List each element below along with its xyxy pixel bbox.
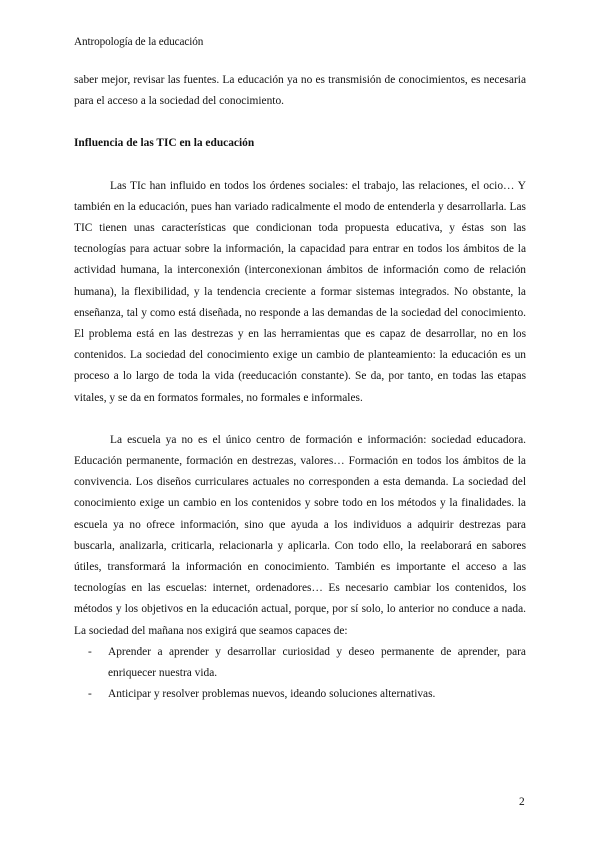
bullet-list [74, 642, 526, 706]
list-item-text: Aprender a aprender y desarrollar curiosidad y deseo permanente de aprender, para enriquecer nuestra vida. [108, 645, 526, 680]
section-heading: Influencia de las TIC en la educación [74, 137, 255, 150]
intro-paragraph: saber mejor, revisar las fuentes. La educación ya no es transmisión de conocimientos, es necesaria para el acceso a la sociedad del conocimiento. [74, 74, 526, 108]
body-paragraph-1: Las TIc han influido en todos los órdenes sociales: el trabajo, las relaciones, el ocio… Y también en la educación, pues han variado radicalmente el modo de entenderla y desarrollarla. Las TIC tienen unas características que condicionan toda propuesta educativa, y éstas son las tecnologías para actuar sobre la información, la capacidad para entrar en todos los ámbitos de la actividad humana, la interconexión (interconexionan ámbitos de información como de relación humana), la flexibilidad, y la tendencia creciente a formar sistemas integrados. No obstante, la enseñanza, tal y como está diseñada, no responde a las demandas de la sociedad del conocimiento. El problema está en las destrezas y en las herramientas que es capaz de desarrollar, no en los contenidos. La sociedad del conocimiento exige un cambio de planteamiento: la educación es un proceso a lo largo de toda la vida (reeducación constante). Se da, por tanto, en todas las etapas vitales, y se da en formatos formales, no formales e informales. [74, 179, 526, 404]
list-item [74, 642, 526, 684]
page-number: 2 [519, 796, 525, 808]
bullet-marker: - [88, 688, 92, 701]
bullet-marker: - [88, 645, 92, 658]
page-content [74, 70, 526, 705]
list-item [74, 684, 526, 705]
list-item-text: Anticipar y resolver problemas nuevos, ideando soluciones alternativas. [108, 688, 436, 701]
body-paragraph-2: La escuela ya no es el único centro de formación e información: sociedad educadora. Educación permanente, formación en destrezas, valores… Formación en todos los ámbitos de la convivencia. Los diseños curriculares actuales no corresponden a esta demanda. La sociedad del conocimiento exige un cambio en los contenidos y sobre todo en los métodos y la finalidades. la escuela ya no ofrece información, sino que ayuda a los individuos a adquirir destrezas para buscarla, analizarla, criticarla, relacionarla y aplicarla. Con todo ello, la reelaborará en sabores útiles, transformará la información en conocimiento. También es importante el acceso a las tecnologías en las escuelas: internet, ordenadores… Es necesario cambiar los contenidos, los métodos y los objetivos en la educación actual, porque, por sí solo, lo anterior no conduce a nada. La sociedad del mañana nos exigirá que seamos capaces de: [74, 433, 526, 637]
running-header: Antropología de la educación [74, 36, 204, 48]
